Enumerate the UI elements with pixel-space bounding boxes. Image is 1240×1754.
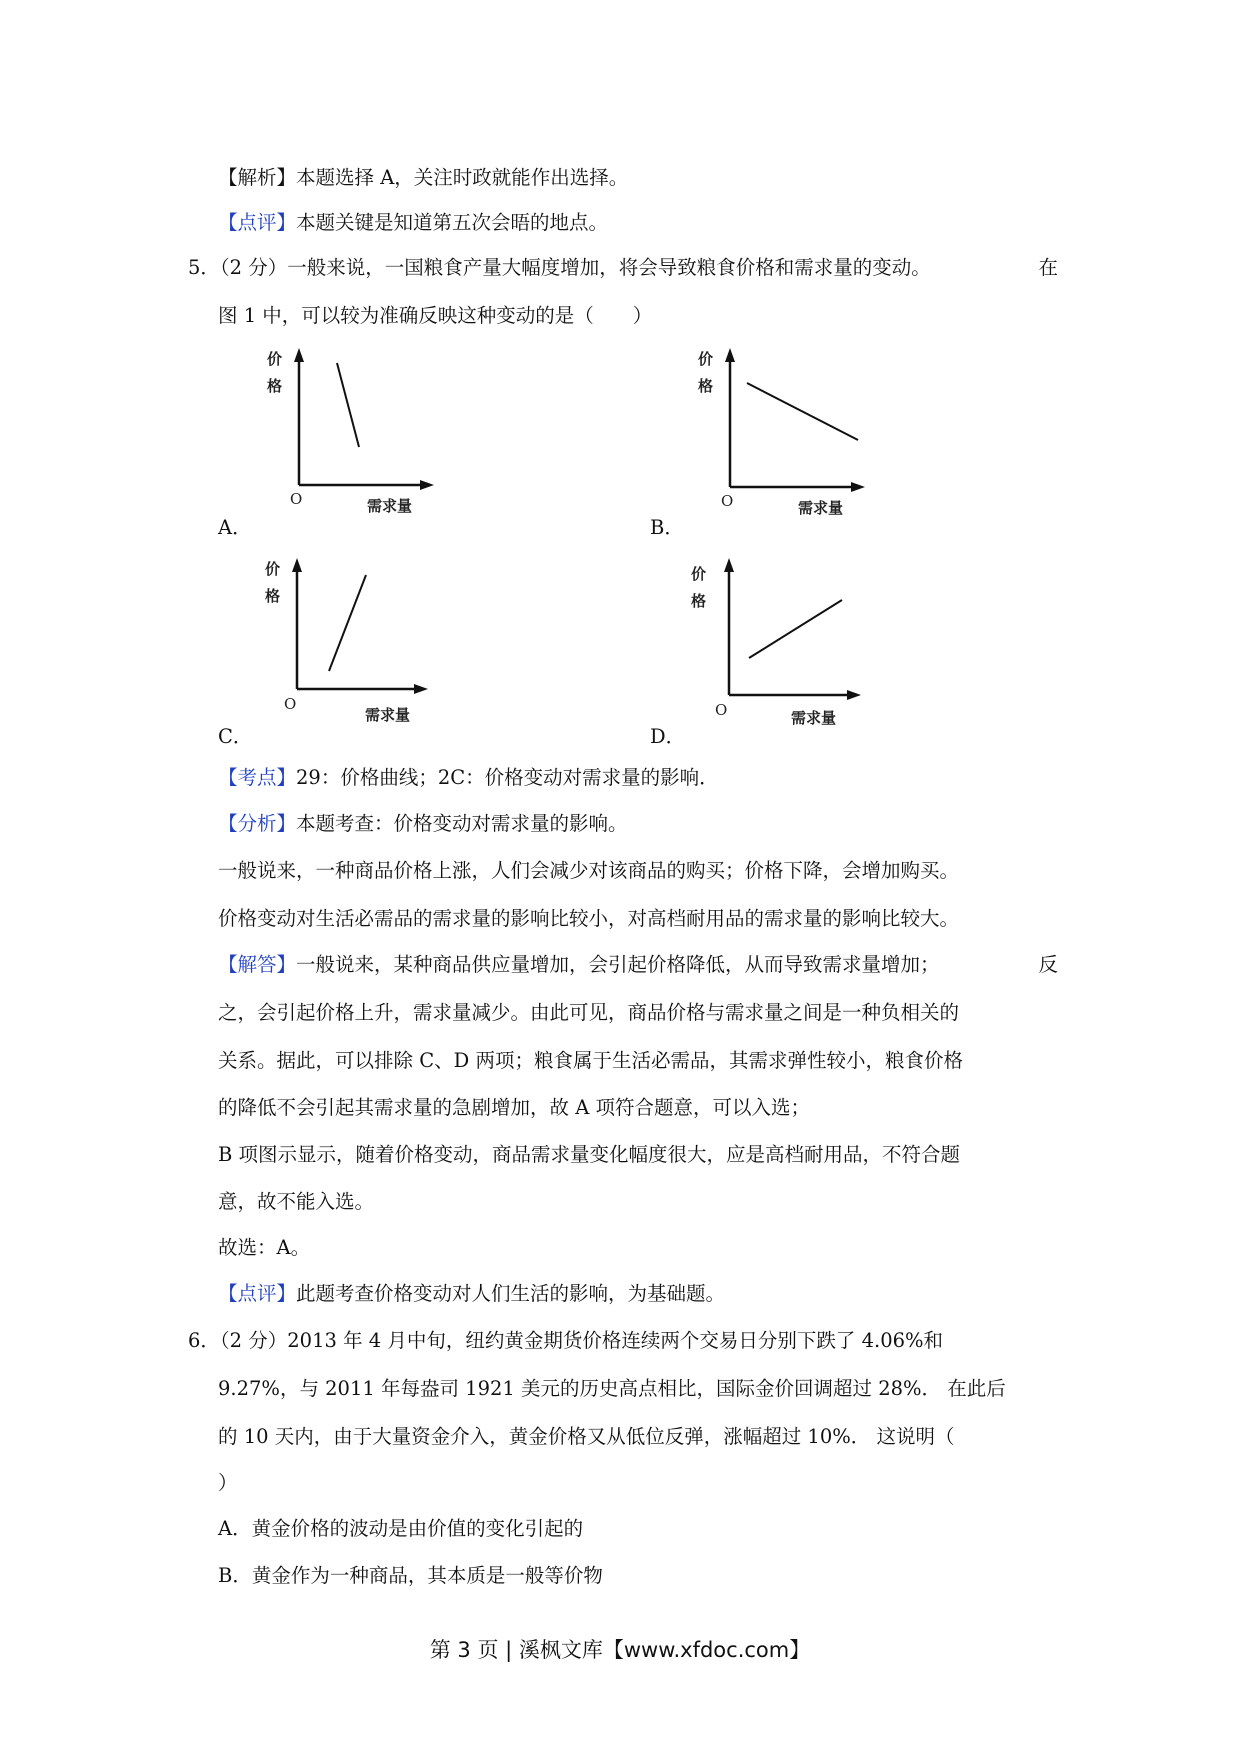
- jieda-line-4: 的降低不会引起其需求量的急剧增加，故 A 项符合题意，可以入选；: [218, 1096, 810, 1119]
- graph-b-origin: O: [721, 492, 734, 510]
- q5-comment-line: [218, 1281, 725, 1307]
- q6-line1: [188, 1328, 943, 1354]
- fenxi-paragraph-1: 一般说来，一种商品价格上涨，人们会减少对该商品的购买；价格下降，会增加购买。: [218, 859, 960, 882]
- graph-a-origin: O: [290, 490, 303, 508]
- graph-a-x-label: 需求量: [367, 497, 413, 515]
- fenxi-line: [218, 811, 628, 837]
- q5-stem-part1: （2 分）一般来说，一国粮食产量大幅度增加，将会导致粮食价格和需求量的变动。: [219, 256, 931, 279]
- graph-c: [260, 555, 440, 730]
- kaodian-line: [218, 765, 719, 791]
- graph-c-x-label: 需求量: [365, 706, 411, 724]
- option-d-label: D．: [650, 725, 686, 748]
- answer-line: 故选：A。: [218, 1236, 311, 1259]
- graph-d-y-label-bottom: 格: [691, 592, 707, 610]
- q5-line1: [188, 255, 1058, 281]
- q5-stem-part2: 在: [1038, 256, 1058, 279]
- jiexi-tag: 【解析】: [218, 166, 297, 189]
- jieda-line-6: 意，故不能入选。: [218, 1190, 375, 1213]
- dianping-tag: 【点评】: [218, 211, 297, 234]
- comment-line: [218, 210, 608, 236]
- q6-option-b: B．黄金作为一种商品，其本质是一般等价物: [218, 1564, 603, 1587]
- q5-dianping-text: 此题考查价格变动对人们生活的影响，为基础题。: [296, 1282, 726, 1305]
- jieda-text-1b: 反: [1038, 953, 1058, 976]
- jieda-line-5: B 项图示显示，随着价格变动，商品需求量变化幅度很大，应是高档耐用品，不符合题: [218, 1143, 961, 1166]
- q5-dianping-tag: 【点评】: [218, 1282, 297, 1305]
- dianping-text: 本题关键是知道第五次会晤的地点。: [296, 211, 609, 234]
- graph-d: [687, 555, 867, 730]
- graph-c-curve: [329, 575, 366, 671]
- kaodian-tag: 【考点】: [218, 766, 297, 789]
- q6-stem-line4: ）: [218, 1471, 238, 1494]
- option-b-label: B．: [650, 516, 684, 539]
- option-a-label: A．: [218, 516, 252, 539]
- q6-option-a: A．黄金价格的波动是由价值的变化引起的: [218, 1517, 584, 1540]
- graph-a-y-label-bottom: 格: [267, 377, 283, 395]
- page-footer: 第 3 页 | 溪枫文库【www.xfdoc.com】: [429, 1638, 811, 1662]
- kaodian-text: 29：价格曲线；2C：价格变动对需求量的影响．: [296, 766, 719, 789]
- q6-stem-line2: 9.27%，与 2011 年每盎司 1921 美元的历史高点相比，国际金价回调超过 28%． 在此后: [218, 1377, 1006, 1400]
- graph-c-y-label-bottom: 格: [265, 587, 281, 605]
- fenxi-paragraph-2: 价格变动对生活必需品的需求量的影响比较小，对高档耐用品的需求量的影响比较大。: [218, 907, 960, 930]
- jieda-line-3: 关系。据此，可以排除 C、D 两项；粮食属于生活必需品，其需求弹性较小，粮食价格: [218, 1049, 963, 1072]
- graph-b-y-label-top: 价: [698, 350, 714, 368]
- graph-a: [262, 345, 442, 520]
- analysis-line: [218, 165, 628, 191]
- q5-line2: 图 1 中，可以较为准确反映这种变动的是（ ）: [218, 304, 653, 327]
- graph-c-y-label-top: 价: [265, 560, 281, 578]
- graph-a-curve: [337, 363, 359, 447]
- q6-stem-line3: 的 10 天内，由于大量资金介入，黄金价格又从低位反弹，涨幅超过 10%． 这说明（: [218, 1425, 955, 1448]
- graph-b-curve: [747, 383, 858, 440]
- fenxi-tag: 【分析】: [218, 812, 297, 835]
- q6-stem-line1: （2 分）2013 年 4 月中旬，纽约黄金期货价格连续两个交易日分别下跌了 4.06%和: [219, 1329, 944, 1352]
- fenxi-text: 本题考查：价格变动对需求量的影响。: [296, 812, 628, 835]
- graph-d-origin: O: [715, 701, 728, 719]
- graph-d-y-label-top: 价: [691, 565, 707, 583]
- jiexi-text: 本题选择 A，关注时政就能作出选择。: [296, 166, 629, 189]
- jieda-line-2: 之，会引起价格上升，需求量减少。由此可见，商品价格与需求量之间是一种负相关的: [218, 1001, 960, 1024]
- graph-b: [693, 345, 873, 520]
- q6-number: 6．: [188, 1329, 220, 1352]
- graph-c-origin: O: [284, 695, 297, 713]
- graph-a-y-label-top: 价: [267, 350, 283, 368]
- jieda-text-1a: 一般说来，某种商品供应量增加，会引起价格降低，从而导致需求量增加；: [296, 953, 940, 976]
- option-c-label: C．: [218, 725, 253, 748]
- graph-d-x-label: 需求量: [791, 709, 837, 727]
- graph-b-y-label-bottom: 格: [698, 377, 714, 395]
- graph-d-curve: [749, 600, 842, 658]
- jieda-tag: 【解答】: [218, 953, 297, 976]
- q5-number: 5．: [188, 256, 220, 279]
- jieda-line-1: [218, 952, 1058, 978]
- graph-b-x-label: 需求量: [798, 499, 844, 517]
